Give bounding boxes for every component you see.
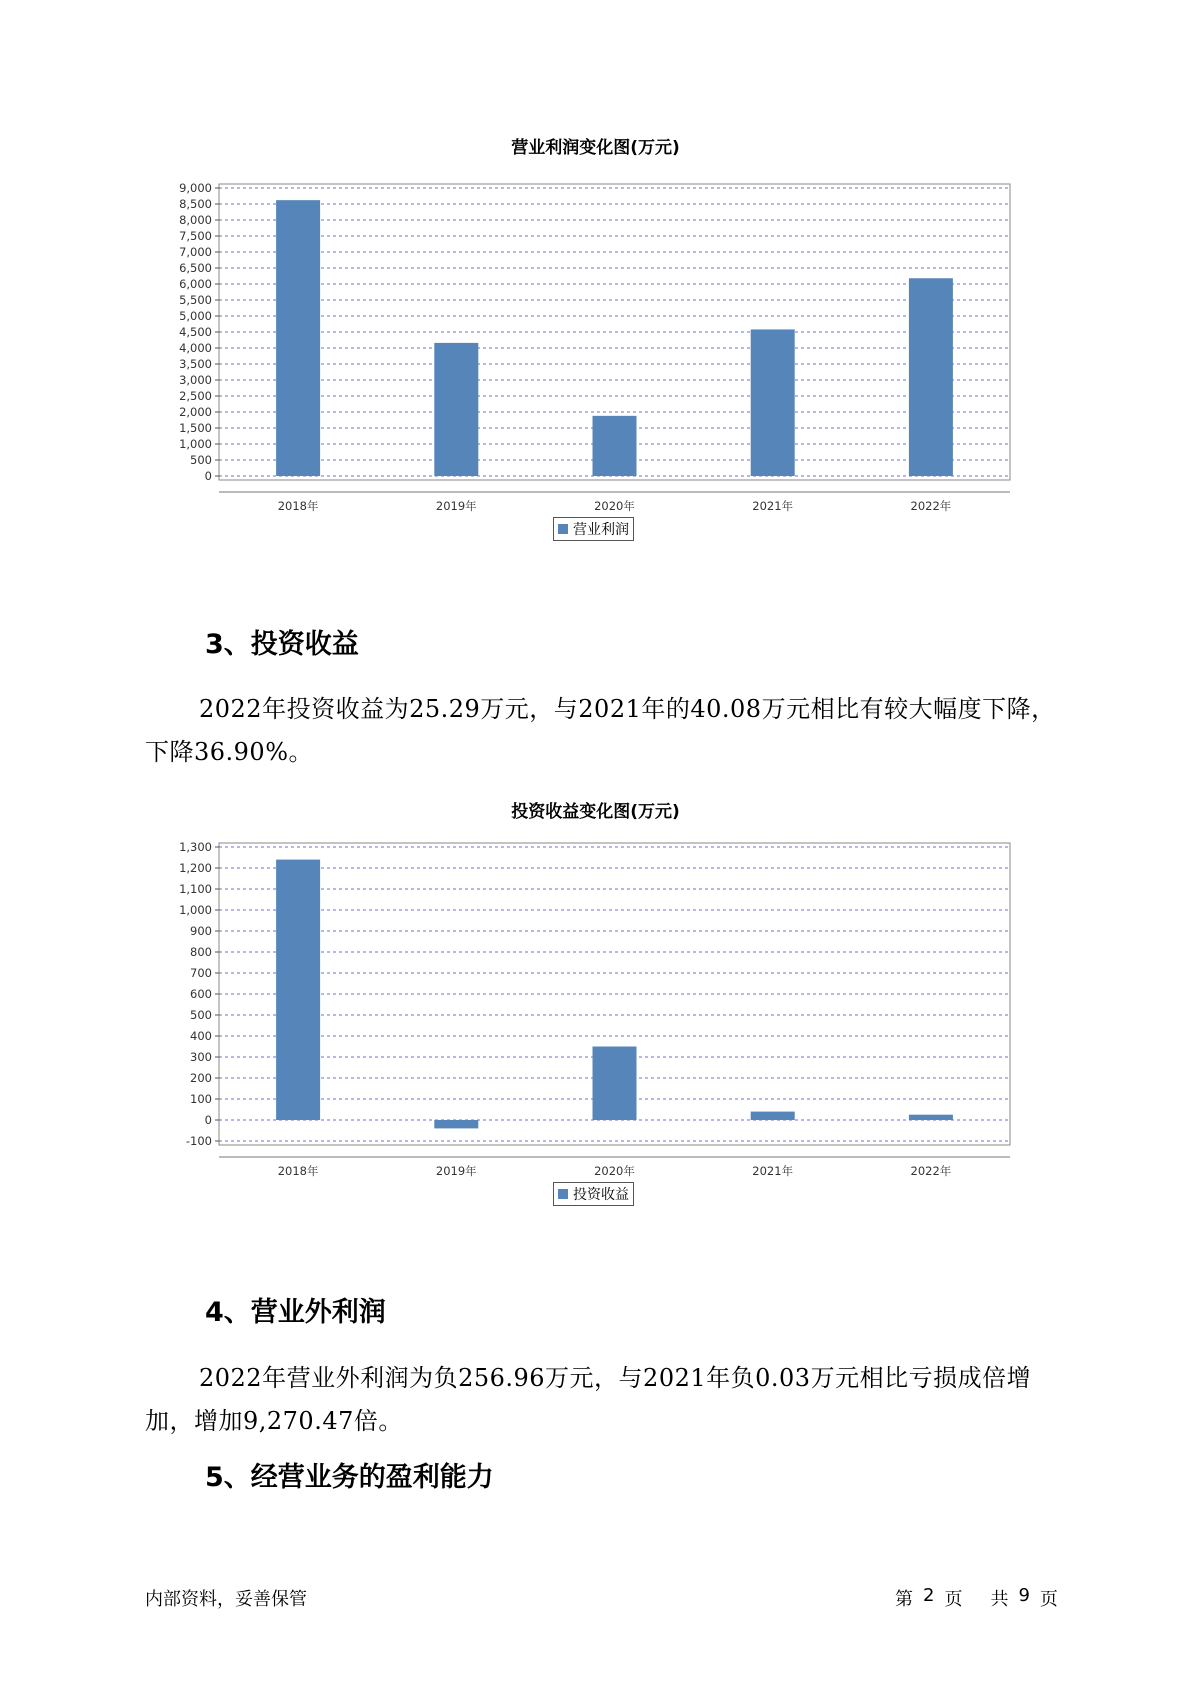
bar [276,860,320,1120]
y-tick-label: 700 [190,966,212,980]
y-tick-label: 0 [204,1113,212,1127]
y-tick-label: 5,500 [179,293,212,307]
bar [909,278,953,476]
y-tick-label: 500 [190,1008,212,1022]
x-tick-label: 2019年 [435,499,477,513]
y-tick-label: 1,200 [179,861,212,875]
y-tick-label: 2,000 [179,405,212,419]
legend-label: 投资收益 [573,1187,629,1203]
y-tick-label: 0 [204,469,212,483]
chart-title-operating-profit: 营业利润变化图(万元) [511,138,680,158]
x-tick-label: 2022年 [910,499,952,513]
y-tick-label: 8,000 [179,213,212,227]
y-tick-label: 600 [190,987,212,1001]
y-tick-label: 4,000 [179,341,212,355]
y-tick-label: 200 [190,1071,212,1085]
x-tick-label: 2018年 [277,1164,319,1178]
page-label: 第 [895,1589,913,1610]
y-tick-label: 400 [190,1029,212,1043]
x-tick-label: 2022年 [910,1164,952,1178]
total-unit: 页 [1039,1589,1058,1610]
legend-swatch [558,1189,568,1199]
bar [593,416,637,476]
bar [434,1120,478,1128]
chart-legend [553,517,634,541]
chart-title-investment-income: 投资收益变化图(万元) [511,802,680,822]
bar [276,200,320,476]
total-label: 共 [990,1589,1009,1610]
x-tick-label: 2019年 [435,1164,477,1178]
y-tick-label: 1,000 [179,437,212,451]
total-pages: 9 [1018,1585,1030,1606]
y-tick-label: 6,000 [179,277,212,291]
x-tick-label: 2021年 [752,499,794,513]
y-tick-label: 4,500 [179,325,212,339]
paragraph: 2022年营业外利润为负256.96万元，与2021年负0.03万元相比亏损成倍增加，增加9,270.47倍。 [145,1364,1032,1435]
y-tick-label: 1,100 [179,882,212,896]
investment-income-chart [0,825,1191,1185]
y-tick-label: 5,000 [179,309,212,323]
y-tick-label: 7,500 [179,229,212,243]
chart-legend [553,1182,634,1206]
legend-label: 营业利润 [573,522,629,538]
y-tick-label: 1,000 [179,903,212,917]
current-page: 2 [923,1585,935,1606]
x-tick-label: 2020年 [594,499,635,513]
y-tick-label: 8,500 [179,197,212,211]
legend-swatch [558,524,568,534]
section-heading: 3、投资收益 [205,629,359,660]
section-heading: 4、营业外利润 [205,1297,386,1328]
x-tick-label: 2018年 [277,499,319,513]
y-tick-label: 100 [190,1092,212,1106]
y-tick-label: 1,500 [179,421,212,435]
y-tick-label: 6,500 [179,261,212,275]
x-tick-label: 2020年 [594,1164,635,1178]
y-tick-label: 3,500 [179,357,212,371]
page-number [895,1585,1058,1611]
bar [909,1115,953,1120]
bar [751,1112,795,1120]
footer-note: 内部资料，妥善保管 [145,1589,307,1610]
section-heading: 5、经营业务的盈利能力 [205,1462,494,1493]
y-tick-label: 800 [190,945,212,959]
bar [593,1047,637,1121]
y-tick-label: 1,300 [179,840,212,854]
y-tick-label: 300 [190,1050,212,1064]
y-tick-label: 3,000 [179,373,212,387]
bar [434,343,478,476]
y-tick-label: 7,000 [179,245,212,259]
operating-profit-chart [0,160,1191,520]
y-tick-label: 900 [190,924,212,938]
y-tick-label: 500 [190,453,212,467]
paragraph: 2022年投资收益为25.29万元，与2021年的40.08万元相比有较大幅度下降，下降36.90%。 [145,695,1056,766]
page-unit: 页 [944,1589,963,1610]
y-tick-label: 2,500 [179,389,212,403]
x-tick-label: 2021年 [752,1164,794,1178]
y-tick-label: 9,000 [179,181,212,195]
bar [751,329,795,476]
y-tick-label: -100 [185,1134,212,1148]
